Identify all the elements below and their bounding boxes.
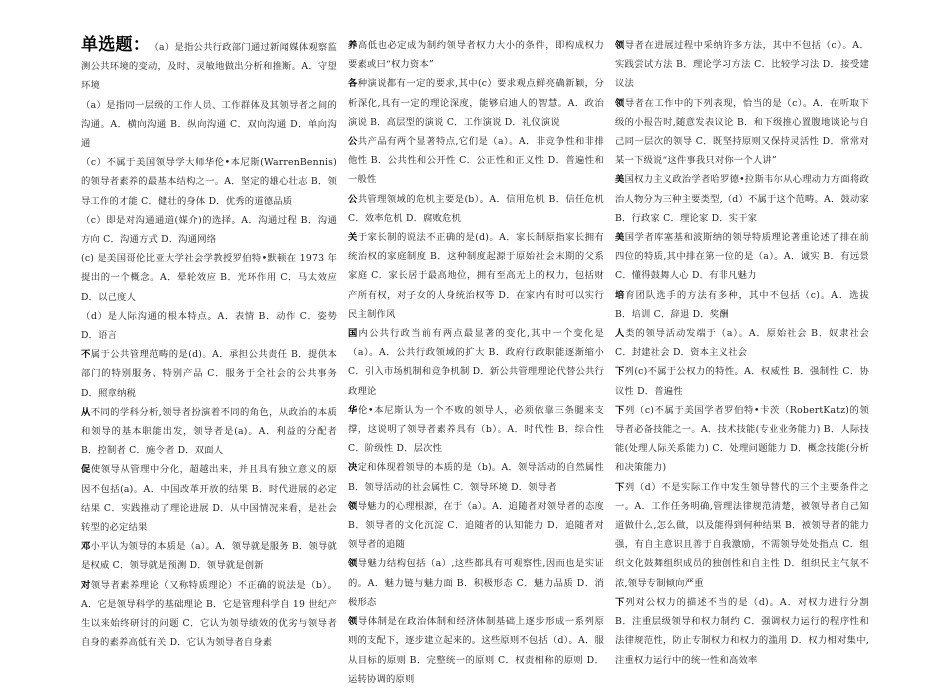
question-paragraph: [615, 170, 869, 228]
question-paragraph: [615, 324, 869, 362]
question-text: 领导魅力结构包括（a）,这些都具有可观察性,因而也是实证的。A．魅力链与魅力面 B．积极形态 C．魅力品质 D．消极形态: [348, 558, 605, 608]
question-text: 领导者在工作中的下列表现，恰当的是（c）。A．在听取下级的小报告时,随意发表议论 B．和下级推心置腹地谈论与自己同一层次的领导 C．既坚持原则又保持灵活性 D．常常对某一下级说“这件事我只对你一个人讲”: [615, 97, 869, 167]
question-paragraph: [81, 307, 337, 345]
text-column-1: [81, 36, 337, 666]
question-text: 养高低也必定成为制约领导者权力大小的条件，即构成权力要素或曰“权力资本”: [348, 40, 604, 71]
question-paragraph: [81, 153, 337, 211]
question-text: （a）是指公共行政部门通过新闻媒体观察监测公共环境的变动，及时、灵敏地做出分析和推断。A．守望环境: [81, 42, 337, 92]
question-text: （a）是指同一层级的工作人员、工作群体及其领导者之间的沟通。A．横向沟通 B．纵向沟通 C．双向沟通 D．单向沟通: [81, 99, 337, 150]
question-text: 美国权力主义政治学者哈罗德•拉斯韦尔从心理动力方面将政治人物分为三种主要类型,（d）不属于这个范畴。A．鼓动家 B．行政家 C．理论家 D．实干家: [615, 174, 870, 224]
question-paragraph: [615, 228, 869, 286]
question-text: 不属于公共管理范畴的是(d)。A．承担公共责任 B．提供本部门的特别服务、特别产品 C．服务于全社会的公共事务 D．照章纳税: [81, 349, 338, 399]
section-heading: 单选题：: [81, 35, 151, 55]
question-text: 从不同的学科分析,领导者扮演着不同的角色，从政治的本质和领导的基本职能出发，领导者是(a)。A．利益的分配者 B．控制者 C．施令者 D．双面人: [81, 406, 338, 457]
question-paragraph: [615, 94, 869, 171]
question-paragraph: [348, 324, 604, 401]
question-paragraph: [81, 211, 337, 249]
question-text: 邓小平认为领导的本质是（a）。A．领导就是服务 B．领导就是权威 C．领导就是预测 D．领导就是创新: [81, 541, 337, 572]
question-paragraph: [81, 403, 337, 461]
question-text: 下列（c)不属于美国学者罗伯特•卡茨（RobertKatz)的领导者必备技能之一。A．技术技能(专业业务能力) B．人际技能(处理人际关系能力) C．处理问题能力 D．概念技能(分析和决策能力): [615, 404, 870, 474]
question-text: 决定和体现着领导的本质的是（b)。A．领导活动的自然属性 B．领导活动的社会属性 C．领导环境 D．领导者: [348, 462, 604, 493]
question-paragraph: [81, 96, 337, 154]
question-text: 下列（d）不是实际工作中发生领导替代的三个主要条件之一。A．工作任务明确,管理法律规范清楚，被领导者自己知道做什么,怎么做，以及能得到何种结果 B．被领导者的能力强，有自主意识且善于自我激励，不需领导处处指点 C．组织文化鼓舞组织成员的独创性和自主性 D．组织民主气氛不浓,领导专制倾向严重: [615, 481, 870, 589]
question-text: 人类的领导活动发端于（a）。A．原始社会 B．奴隶社会 C．封建社会 D．资本主义社会: [615, 328, 869, 359]
question-paragraph: [81, 576, 337, 653]
question-paragraph: [348, 36, 604, 74]
text-column-2: [348, 36, 605, 685]
question-text: 下列(c)不属于公权力的特性。A．权威性 B．强制性 C．协议性 D．普遍性: [615, 366, 869, 397]
question-paragraph: [615, 286, 869, 324]
question-text: （d）是人际沟通的根本特点。A．表情 B．动作 C．姿势 D．语言: [81, 310, 337, 342]
question-text: 公共产品有两个显著特点,它们是（a）。A．非竞争性和非排他性 B．公共性和公开性 C．公正性和正义性 D．普遍性和一般性: [348, 136, 605, 186]
question-paragraph: [81, 36, 337, 96]
question-paragraph: [348, 554, 604, 612]
question-paragraph: [81, 249, 337, 307]
question-text: 下列对公权力的描述不当的是（d)。A．对权力进行分割 B．注重层级领导和权力制约 C．强调权力运行的程序性和法律规范性，防止专制权力和权力的滥用 D．权力相对集中,注重权力运行中的统一性和高效率: [615, 596, 869, 666]
question-paragraph: [81, 537, 337, 575]
question-text: 关于家长制的说法不正确的是(d)。A．家长制原指家长拥有统治权的家庭制度 B．这种制度起源于原始社会末期的父系家庭 C．家长居于最高地位，拥有至高无上的权力，包括财产所有权，对子女的人身统治权等 D．在家内有时可以实行民主制作风: [348, 232, 604, 320]
question-text: 各种演说都有一定的要求,其中(c）要求观点鲜亮确新颖，分析深化,具有一定的理论深度，能够启迪人的智慧。A．政治演说 B．高层型的演说 C．工作演说 D．礼仪演说: [348, 78, 604, 128]
question-text: 领导体制是在政治体制和经济体制基础上逐步形成一系列原则的支配下，逐步建立起来的。这些原则不包括（d）。A．服从目标的原则 B．完整统一的原则 C．权责相称的原则 D．运转协调的原则: [348, 616, 604, 685]
question-text: （c）不属于美国领导学大师华伦•本尼斯(WarrenBennis)的领导者素养的最基本结构之一。A．坚定的雄心壮志 B．领导工作的才能 C．健壮的身体 D．优秀的道德品质: [81, 157, 337, 207]
question-paragraph: [615, 362, 869, 400]
question-text: 培育团队选手的方法有多种，其中不包括（c)。A．选拔 B．培训 C．辞退 D．奖酬: [615, 289, 869, 320]
question-text: 促使领导从管理中分化，超越出来，并且具有独立意义的原因不包括(a)。A．中国改革开放的结果 B．时代进展的必定结果 C．实践推动了理论进展 D．从中国情况来看，是社会转型的必定结果: [81, 464, 337, 534]
question-text: 华伦•本尼斯认为一个不败的领导人，必须依靠三条腿来支撑，这说明了领导者素养具有（b）。A．时代性 B．综合性 C．阶级性 D．层次性: [348, 404, 604, 455]
question-text: 美国学者库塞基和波斯纳的领导特质理论著重论述了排在前四位的特质,其中排在第一位的是（a）。A．诚实 B．有远景 C．懂得鼓舞人心 D．有非凡魅力: [615, 232, 869, 282]
question-text: 对领导者素养理论（又称特质理论）不正确的说法是（b）。A．它是领导科学的基础理论 B．它是管理科学自 19 世纪产生以来始终研讨的问题 C．它认为领导绩效的优劣与领导者自身的素养高低有关 D．它认为领导者自身素: [81, 579, 337, 649]
question-paragraph: [348, 458, 604, 496]
question-paragraph: [615, 478, 869, 593]
question-paragraph: [348, 612, 604, 689]
question-text: 公共管理领域的危机主要是(b）。A．信用危机 B．信任危机 C．效率危机 D．腐败危机: [348, 193, 605, 224]
question-text: 国内公共行政当前有两点最显著的变化,其中一个变化是（a）。A．公共行政领域的扩大 B．政府行政职能逐渐缩小 C．引入市场机制和竞争机制 D．新公共管理理论代替公共行政理论: [348, 328, 604, 397]
question-text: （c）即是对沟通通道(媒介)的选择。A．沟通过程 B．沟通方向 C．沟通方式 D．沟通网络: [81, 214, 337, 246]
question-paragraph: [348, 74, 604, 132]
question-paragraph: [81, 345, 337, 403]
question-paragraph: [348, 497, 604, 555]
question-text: (c) 是美国哥伦比亚大学社会学教授罗伯特•默顿在 1973 年提出的一个概念。A．晕轮效应 B．光环作用 C．马太效应 D．以己度人: [81, 253, 337, 303]
question-paragraph: [615, 593, 869, 670]
question-paragraph: [348, 132, 604, 190]
question-paragraph: [615, 36, 869, 94]
question-paragraph: [81, 460, 337, 537]
question-paragraph: [615, 401, 869, 478]
text-column-3: [615, 36, 869, 666]
question-text: 领导魅力的心理根源，在于（a）。A．追随者对领导者的态度 B．领导者的文化沉淀 C．追随者的认知能力 D．追随者对领导者的追随: [348, 500, 604, 551]
question-paragraph: [348, 190, 604, 228]
question-paragraph: [348, 401, 604, 459]
question-paragraph: [348, 228, 604, 324]
question-text: 领导者在进展过程中采纳许多方法，其中不包括（c）。A．实践尝试方法 B．理论学习方法 C．比较学习法 D．接受建议法: [615, 40, 869, 90]
